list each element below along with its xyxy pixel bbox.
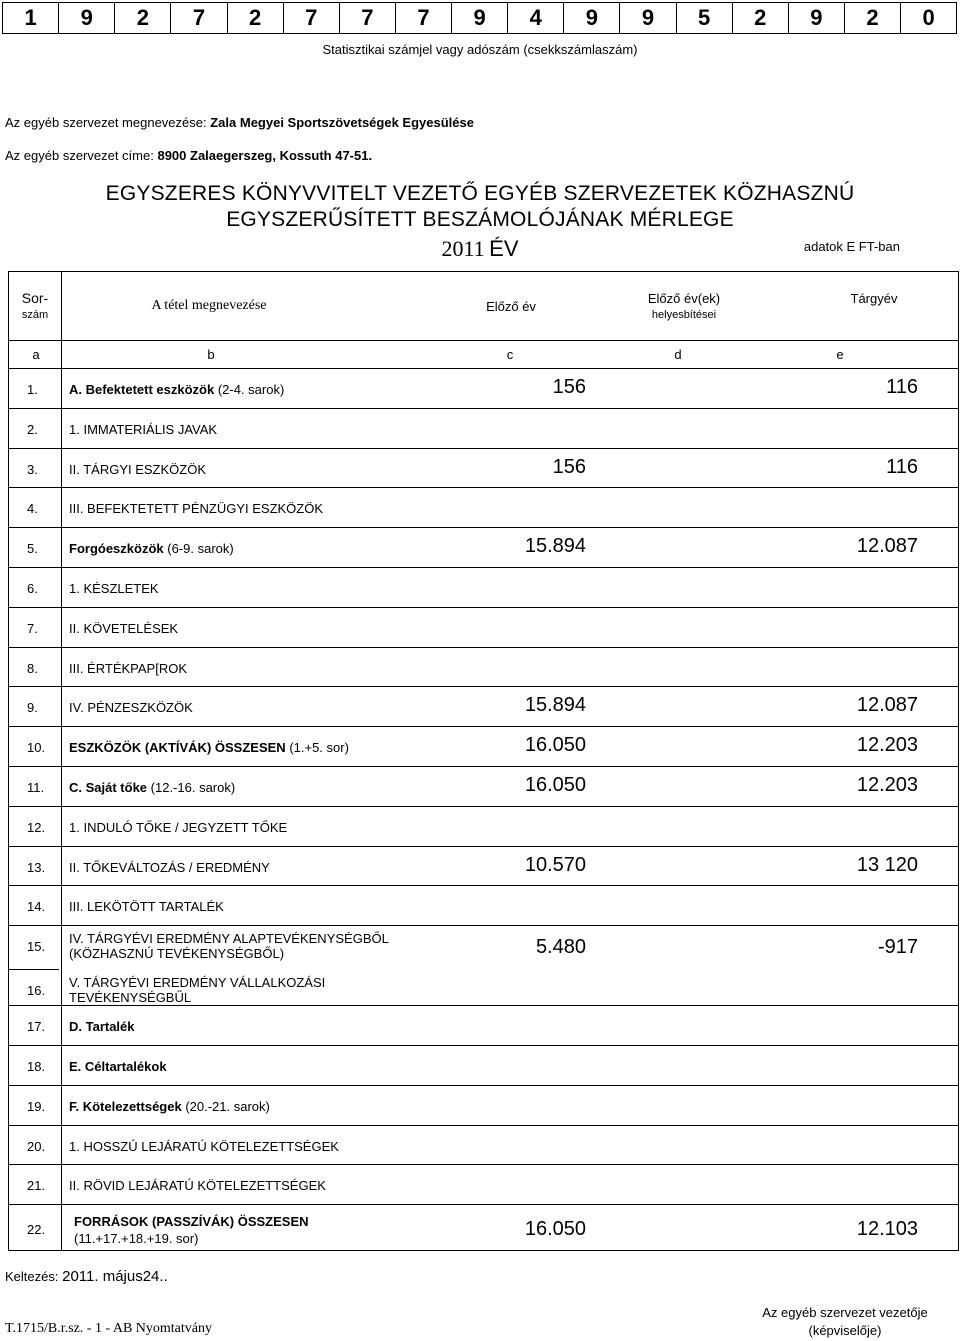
row-prev-value: 15.894 xyxy=(524,694,586,717)
column-divider xyxy=(61,272,62,1250)
row-label-text: IV. PÉNZESZKÖZÖK xyxy=(69,700,193,716)
row-number: 2. xyxy=(27,421,38,437)
org-name-line xyxy=(5,115,474,130)
row-label-suffix: (1.+5. sor) xyxy=(289,740,349,756)
row-label-text: 1. HOSSZÚ LEJÁRATÚ KÖTELEZETTSÉGEK xyxy=(69,1138,339,1154)
title-line-1: EGYSZERES KÖNYVVITELT VEZETŐ EGYÉB SZERVEZETEK KÖZHASZNÚ xyxy=(105,182,855,205)
row-label xyxy=(69,1139,339,1154)
row-divider xyxy=(9,607,958,608)
row-label xyxy=(69,899,224,914)
row-number: 7. xyxy=(27,620,38,636)
header-adj: Előző év(ek) xyxy=(647,291,721,306)
row-22-sublabel: (11.+17.+18.+19. sor) xyxy=(74,1231,199,1246)
row-label xyxy=(69,501,323,516)
header-szam: szám xyxy=(21,309,49,321)
row-divider xyxy=(9,726,958,727)
row-divider xyxy=(9,1005,958,1006)
title-year: 2011 xyxy=(441,236,485,261)
org-address-value: 8900 Zalaegerszeg, Kossuth 47-51. xyxy=(157,148,373,163)
row-15-label: IV. TÁRGYÉVI EREDMÉNY ALAPTEVÉKENYSÉGBŐL (KÖZHASZNÚ TEVÉKENYSÉGBŐL) xyxy=(69,931,389,961)
tax-digit-box: 7 xyxy=(171,3,227,33)
row-number: 1. xyxy=(27,382,38,397)
row-label xyxy=(69,860,270,875)
date-label: Keltezés: xyxy=(5,1269,59,1284)
row-divider xyxy=(9,885,958,886)
header-curr: Tárgyév xyxy=(850,291,898,306)
row-label xyxy=(69,1099,270,1114)
row-number: 18. xyxy=(27,1059,46,1074)
row-label xyxy=(69,462,206,477)
row-divider xyxy=(9,969,59,970)
row-divider xyxy=(9,925,958,926)
row-16-number: 16. xyxy=(27,983,46,998)
row-number: 12. xyxy=(27,819,46,835)
row-number: 6. xyxy=(27,581,38,596)
row-15-16-curr: -917 xyxy=(877,936,918,958)
date-line xyxy=(5,1268,168,1285)
row-label-text: Forgóeszközök xyxy=(69,541,164,557)
row-22-number: 22. xyxy=(27,1222,46,1237)
row-22-prev: 16.050 xyxy=(524,1218,586,1240)
header-sor: Sor- xyxy=(21,290,49,306)
row-label-text: II. TÁRGYI ESZKÖZÖK xyxy=(69,461,207,477)
row-label xyxy=(69,1178,326,1193)
row-divider xyxy=(9,1125,958,1126)
row-label-text: II. KÖVETELÉSEK xyxy=(69,620,179,636)
tax-number-boxes xyxy=(2,2,957,34)
row-label-text: II. TŐKEVÁLTOZÁS / EREDMÉNY xyxy=(69,859,270,875)
row-number: 4. xyxy=(27,501,38,517)
row-number: 5. xyxy=(27,541,38,557)
row-label-suffix: (2-4. sarok) xyxy=(217,382,285,397)
row-16-label: V. TÁRGYÉVI EREDMÉNY VÁLLALKOZÁSI TEVÉKENYSÉGBŰL xyxy=(69,975,326,1005)
row-divider xyxy=(9,1204,958,1205)
header-prev: Előző év xyxy=(486,299,536,314)
row-curr-value: 12.203 xyxy=(856,734,918,757)
row-label-suffix: (20.-21. sarok) xyxy=(185,1098,270,1114)
row-number: 10. xyxy=(27,740,46,756)
row-curr-value: 116 xyxy=(886,376,918,398)
row-prev-value: 16.050 xyxy=(524,774,586,796)
row-divider xyxy=(9,448,958,449)
row-divider xyxy=(9,686,958,687)
row-label-text: E. Céltartalékok xyxy=(69,1059,167,1074)
row-number: 13. xyxy=(27,859,46,875)
row-label xyxy=(69,422,217,437)
tax-digit-box: 9 xyxy=(564,3,620,33)
tax-digit-box: 2 xyxy=(115,3,171,33)
letter-d: d xyxy=(674,347,682,362)
row-prev-value: 16.050 xyxy=(524,734,586,757)
row-label-text: II. RÖVID LEJÁRATÚ KÖTELEZETTSÉGEK xyxy=(69,1178,326,1194)
tax-digit-box: 4 xyxy=(508,3,564,33)
row-divider xyxy=(9,567,958,568)
row-number: 17. xyxy=(27,1019,46,1035)
row-label-text: F. Kötelezettségek xyxy=(69,1098,182,1114)
row-divider xyxy=(9,368,958,369)
tax-digit-box: 9 xyxy=(452,3,508,33)
row-label xyxy=(69,1059,167,1074)
row-number: 9. xyxy=(27,700,38,716)
row-curr-value: 12.087 xyxy=(856,694,918,717)
date-value: 2011. május24.. xyxy=(62,1268,168,1285)
row-label xyxy=(69,382,284,397)
row-label-text: C. Saját tőke xyxy=(69,780,148,795)
row-label-text: III. BEFEKTETETT PÉNZÜGYI ESZKÖZÖK xyxy=(69,501,324,517)
tax-digit-box: 5 xyxy=(677,3,733,33)
row-number: 3. xyxy=(27,461,38,477)
row-15-number: 15. xyxy=(27,939,46,954)
units-note: adatok E FT-ban xyxy=(803,239,900,254)
row-divider xyxy=(9,806,958,807)
tax-digit-box: 9 xyxy=(620,3,676,33)
row-label xyxy=(69,1019,135,1034)
row-curr-value: 13 120 xyxy=(856,853,918,876)
row-prev-value: 156 xyxy=(552,455,586,478)
form-number: T.1715/B.r.sz. - 1 - AB Nyomtatvány xyxy=(5,1321,212,1336)
row-label xyxy=(69,820,287,835)
row-label xyxy=(69,581,159,596)
row-label-text: III. LEKÖTÖTT TARTALÉK xyxy=(69,899,224,915)
org-address-label: Az egyéb szervezet címe: xyxy=(5,148,154,163)
tax-digit-box: 2 xyxy=(845,3,901,33)
row-divider xyxy=(9,527,958,528)
row-label xyxy=(69,740,349,755)
row-divider xyxy=(9,846,958,847)
tax-digit-box: 7 xyxy=(340,3,396,33)
tax-digit-box: 7 xyxy=(396,3,452,33)
row-label-text: A. Befektetett eszközök xyxy=(69,382,215,397)
row-number: 11. xyxy=(27,780,45,795)
tax-digit-box: 1 xyxy=(3,3,59,33)
row-curr-value: 12.087 xyxy=(856,535,918,558)
signer-line-2: (képviselője) xyxy=(808,1323,882,1338)
row-label-text: 1. IMMATERIÁLIS JAVAK xyxy=(69,421,218,437)
row-divider xyxy=(9,766,958,767)
row-label-suffix: (12.-16. sarok) xyxy=(150,780,236,795)
row-number: 14. xyxy=(27,899,46,915)
row-curr-value: 12.203 xyxy=(856,774,918,796)
row-number: 19. xyxy=(27,1098,46,1114)
row-label-text: ESZKÖZÖK (AKTÍVÁK) ÖSSZESEN xyxy=(69,740,286,756)
signer-line-1: Az egyéb szervezet vezetője xyxy=(762,1305,928,1320)
tax-digit-box: 0 xyxy=(922,5,935,30)
row-prev-value: 10.570 xyxy=(524,853,586,876)
row-label xyxy=(69,661,187,676)
org-name-value: Zala Megyei Sportszövetségek Egyesülése xyxy=(210,115,474,130)
header-divider xyxy=(9,340,958,341)
row-number: 21. xyxy=(27,1178,46,1194)
title-line-2: EGYSZERŰSÍTETT BESZÁMOLÓJÁNAK MÉRLEGE xyxy=(226,208,734,231)
row-divider xyxy=(9,1045,958,1046)
row-divider xyxy=(9,647,958,648)
row-label-text: III. ÉRTÉKPAP[ROK xyxy=(69,660,187,676)
tax-digit-box: 2 xyxy=(228,3,284,33)
org-address-line xyxy=(5,148,372,163)
row-divider xyxy=(9,1164,958,1165)
header-adj-2: helyesbítései xyxy=(651,309,717,321)
row-divider xyxy=(9,487,958,488)
row-prev-value: 15.894 xyxy=(524,535,586,558)
row-label xyxy=(69,621,178,636)
row-22-curr: 12.103 xyxy=(856,1218,918,1240)
row-number: 20. xyxy=(27,1138,46,1154)
row-label xyxy=(69,541,234,556)
balance-sheet-table xyxy=(8,271,959,1251)
row-label-text: 1. KÉSZLETEK xyxy=(69,581,159,596)
tax-digit-box: 9 xyxy=(59,3,115,33)
row-label-text: 1. INDULÓ TŐKE / JEGYZETT TŐKE xyxy=(69,819,288,835)
row-curr-value: 116 xyxy=(886,455,918,478)
row-label xyxy=(69,780,235,795)
row-label xyxy=(69,700,193,715)
letter-a: a xyxy=(32,347,40,362)
row-22-label: FORRÁSOK (PASSZÍVÁK) ÖSSZESEN xyxy=(74,1214,309,1229)
row-number: 8. xyxy=(27,660,38,676)
row-label-text: D. Tartalék xyxy=(69,1019,135,1035)
org-name-label: Az egyéb szervezet megnevezése: xyxy=(5,115,207,130)
row-divider xyxy=(9,1085,958,1086)
tax-number-caption: Statisztikai számjel vagy adószám (csekkszámlaszám) xyxy=(322,42,638,57)
row-prev-value: 156 xyxy=(552,376,586,398)
letter-b: b xyxy=(207,347,215,362)
row-label-suffix: (6-9. sarok) xyxy=(167,541,234,557)
title-year-suffix: ÉV xyxy=(489,236,519,261)
letter-c: c xyxy=(506,347,514,362)
header-item: A tétel megnevezése xyxy=(151,298,267,313)
tax-digit-box: 7 xyxy=(284,3,340,33)
tax-digit-box: 2 xyxy=(733,3,789,33)
letter-e: e xyxy=(836,347,844,362)
row-15-16-prev: 5.480 xyxy=(535,936,586,958)
row-divider xyxy=(9,408,958,409)
tax-digit-box: 9 xyxy=(789,3,845,33)
